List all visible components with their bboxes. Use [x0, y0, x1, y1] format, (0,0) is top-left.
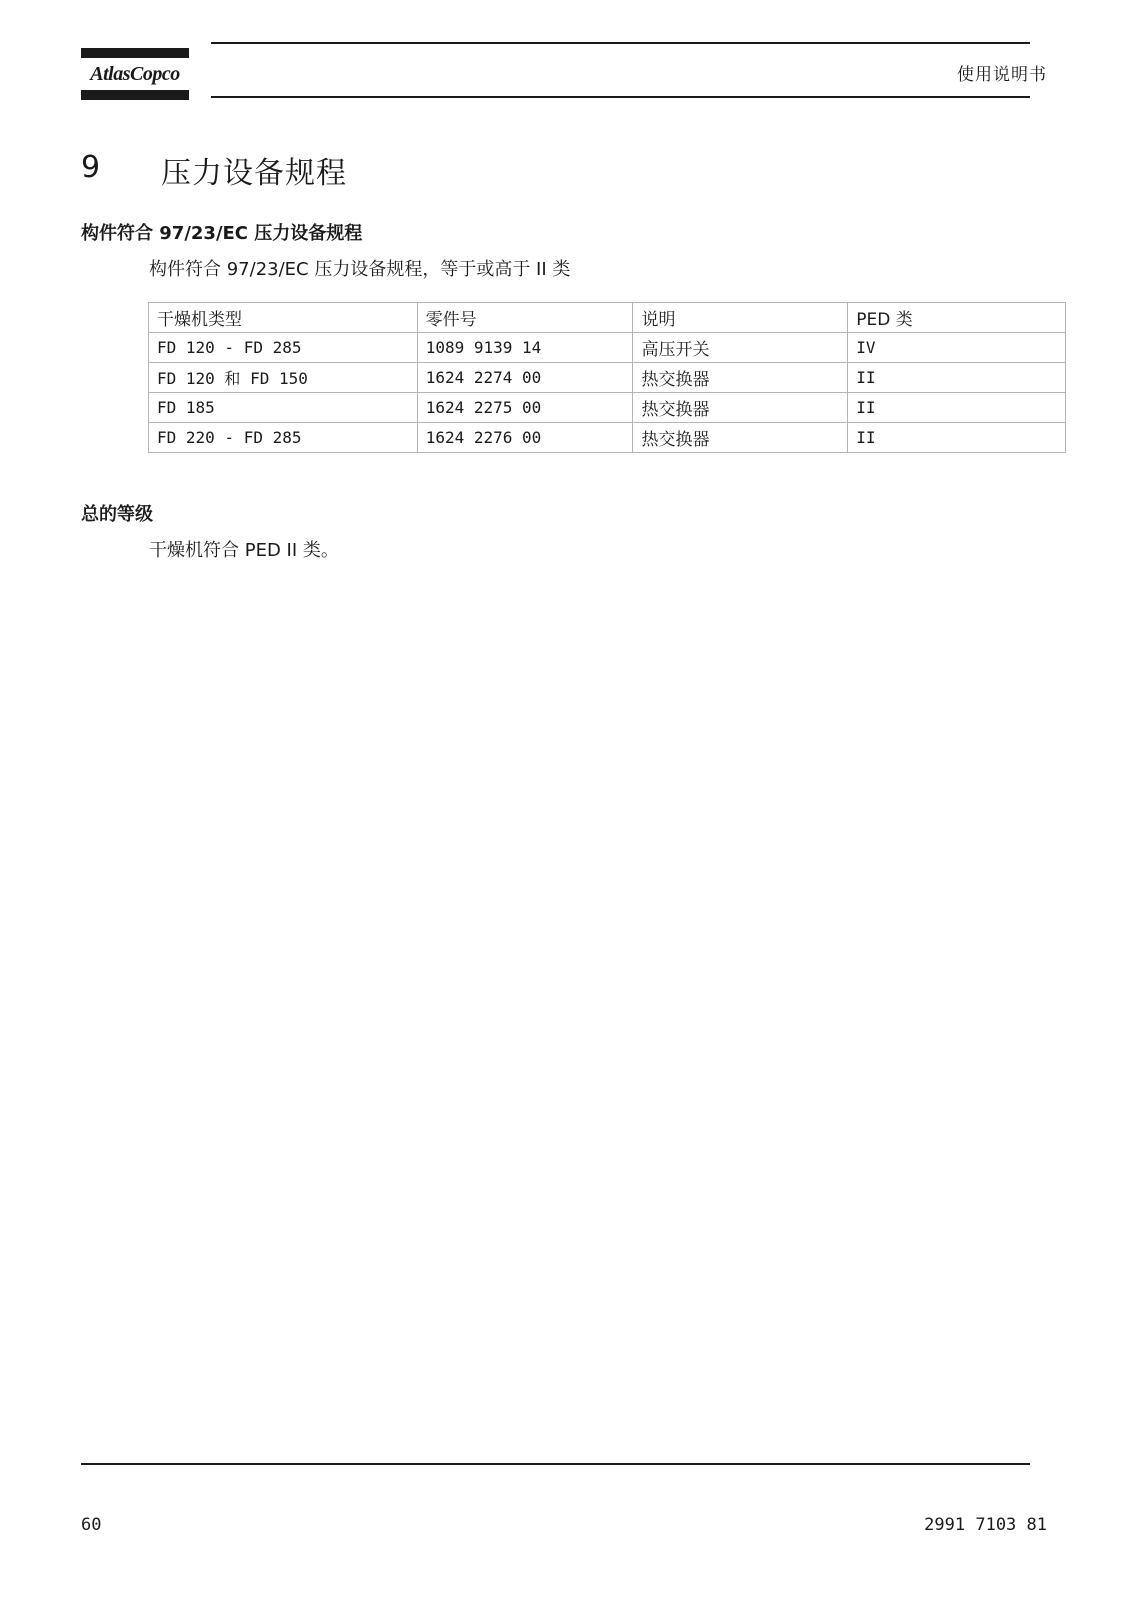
- atlas-copco-logo: [81, 48, 189, 100]
- chapter-title: 压力设备规程: [161, 156, 347, 191]
- cell-ped-class: II: [848, 363, 1066, 393]
- table-row: [149, 333, 1066, 363]
- table-row: [149, 423, 1066, 453]
- logo-bar-bottom: [81, 90, 189, 100]
- cell-part-number: 1624 2276 00: [417, 423, 633, 453]
- cell-dryer-type: FD 185: [149, 393, 418, 423]
- cell-part-number: 1089 9139 14: [417, 333, 633, 363]
- footer-rule: [81, 1463, 1030, 1465]
- cell-dryer-type: FD 220 - FD 285: [149, 423, 418, 453]
- cell-description: 热交换器: [633, 363, 848, 393]
- cell-description: 热交换器: [633, 393, 848, 423]
- section-heading-overall-class: 总的等级: [81, 504, 153, 525]
- cell-ped-class: IV: [848, 333, 1066, 363]
- column-header-ped-class: PED 类: [848, 303, 1066, 333]
- section-heading-components: 构件符合 97/23/EC 压力设备规程: [81, 223, 363, 244]
- column-header-description: 说明: [633, 303, 848, 333]
- cell-description: 热交换器: [633, 423, 848, 453]
- cell-dryer-type: FD 120 - FD 285: [149, 333, 418, 363]
- header-rule-top: [211, 42, 1030, 44]
- cell-part-number: 1624 2275 00: [417, 393, 633, 423]
- section-body-overall-class: 干燥机符合 PED II 类。: [149, 540, 339, 561]
- chapter-number: 9: [81, 150, 101, 185]
- cell-ped-class: II: [848, 423, 1066, 453]
- footer-page-number: 60: [81, 1515, 102, 1535]
- logo-text: AtlasCopco: [90, 63, 180, 85]
- table-header-row: [149, 303, 1066, 333]
- column-header-part-number: 零件号: [417, 303, 633, 333]
- table-row: [149, 393, 1066, 423]
- logo-bar-top: [81, 48, 189, 58]
- column-header-dryer-type: 干燥机类型: [149, 303, 418, 333]
- cell-ped-class: II: [848, 393, 1066, 423]
- cell-dryer-type: FD 120 和 FD 150: [149, 363, 418, 393]
- section-body-components: 构件符合 97/23/EC 压力设备规程，等于或高于 II 类: [149, 259, 571, 280]
- footer-doc-number: 2991 7103 81: [924, 1515, 1047, 1535]
- cell-description: 高压开关: [633, 333, 848, 363]
- ped-components-table: [148, 302, 1066, 453]
- cell-part-number: 1624 2274 00: [417, 363, 633, 393]
- header-title: 使用说明书: [957, 65, 1047, 85]
- table-row: [149, 363, 1066, 393]
- header-rule-bottom: [211, 96, 1030, 98]
